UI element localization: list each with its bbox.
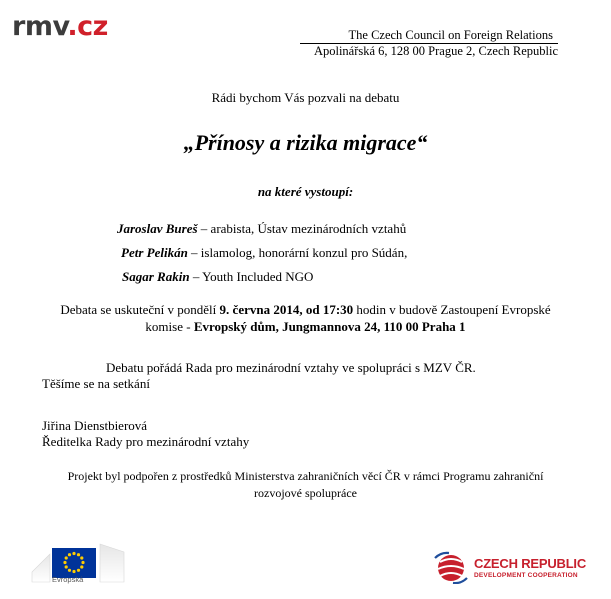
signature-role: Ředitelka Rady pro mezinárodní vztahy	[42, 434, 250, 449]
invitation-intro: Rádi bychom Vás pozvali na debatu	[211, 90, 400, 105]
project-note-line: Projekt byl podpořen z prostředků Ministerstva zahraničních věcí ČR v rámci Programu zahraniční	[67, 469, 544, 483]
site-logo-tld: cz	[77, 11, 108, 42]
signature-name: Jiřina Dienstbierová	[42, 418, 148, 433]
organizer-note: Debatu pořádá Rada pro mezinárodní vztahy ve spolupráci s MZV ČR.	[106, 360, 476, 375]
site-logo-dot: .	[67, 11, 78, 42]
event-text: hodin v budově Zastoupení Evropské	[353, 302, 551, 317]
czech-development-globe-icon	[431, 550, 471, 584]
site-logo-name: rmv	[12, 11, 68, 42]
organization-name: The Czech Council on Foreign Relations	[348, 28, 553, 42]
project-note-line: rozvojové spolupráce	[254, 486, 357, 500]
eu-caption: Evropská	[52, 575, 84, 584]
event-text: komise -	[145, 319, 194, 334]
event-venue: Evropský dům, Jungmannova 24, 110 00 Praha 1	[193, 319, 466, 334]
speaker-name: Jaroslav Bureš	[117, 221, 198, 236]
event-text: Debata se uskuteční v pondělí	[60, 302, 220, 317]
czech-development-title: CZECH REPUBLIC	[474, 556, 587, 571]
speaker-item	[121, 245, 407, 261]
czech-development-subtitle: DEVELOPMENT COOPERATION	[474, 572, 578, 579]
speakers-intro: na které vystoupí:	[257, 184, 354, 199]
project-note	[0, 468, 611, 502]
debate-title: „Přínosy a rizika migrace“	[183, 130, 428, 155]
speaker-name: Sagar Rakin	[122, 269, 190, 284]
speaker-item	[117, 221, 406, 237]
speaker-item	[122, 269, 313, 285]
organization-address: Apolinářská 6, 128 00 Prague 2, Czech Republic	[313, 44, 558, 58]
speaker-description: – islamolog, honorární konzul pro Súdán,	[187, 245, 408, 260]
speaker-name: Petr Pelikán	[121, 245, 188, 260]
event-date: 9. června 2014, od 17:30	[219, 302, 354, 317]
closing-line: Těšíme se na setkání	[42, 376, 150, 391]
site-logo	[12, 12, 108, 42]
speaker-description: – Youth Included NGO	[189, 269, 314, 284]
speaker-description: – arabista, Ústav mezinárodních vztahů	[197, 221, 407, 236]
event-details	[0, 301, 611, 335]
